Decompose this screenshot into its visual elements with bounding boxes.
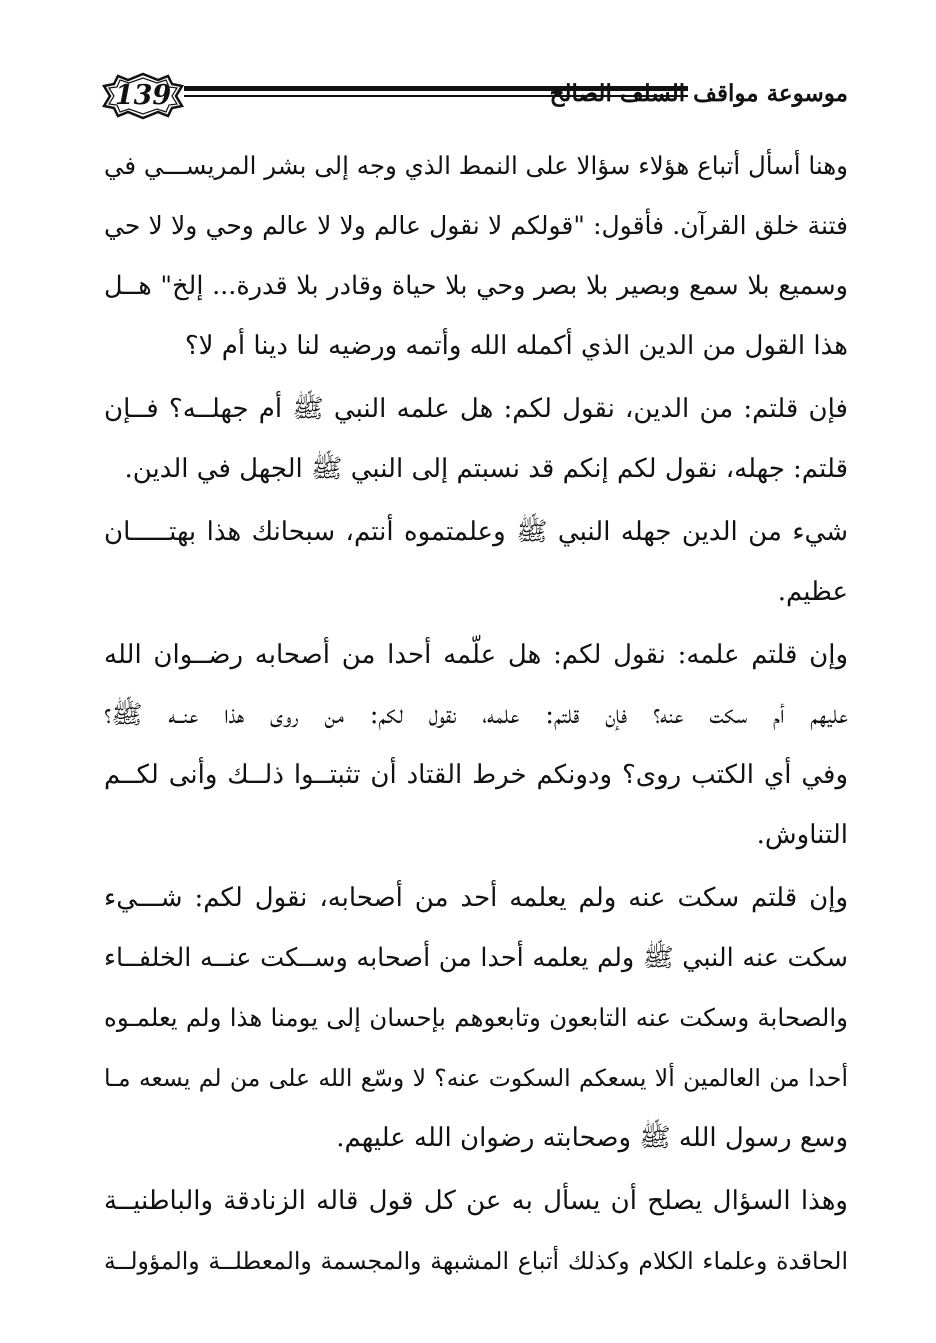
paragraph-5 bbox=[104, 868, 848, 1168]
text-line: وسع رسول الله ﷺ وصحابته رضوان الله عليهم. bbox=[336, 1123, 848, 1153]
text-line: وفي أي الكتب روى؟ ودونكم خرط القتاد أن تثبتــوا ذلــك وأنى لكــم bbox=[104, 760, 848, 790]
text-line: التناوش. bbox=[756, 820, 848, 850]
paragraph-4 bbox=[104, 625, 848, 865]
paragraph-6 bbox=[104, 1171, 848, 1291]
text-line: سكت عنه النبي ﷺ ولم يعلمه أحدا من أصحابه وســكت عنــه الخلفــاء bbox=[104, 943, 848, 973]
text-line: قلتم: جهله، نقول لكم إنكم قد نسبتم إلى النبي ﷺ الجهل في الدين. bbox=[124, 454, 848, 484]
text-line: فإن قلتم: من الدين، نقول لكم: هل علمه النبي ﷺ أم جهلــه؟ فــإن bbox=[104, 394, 848, 424]
text-line: وإن قلتم علمه: نقول لكم: هل علّمه أحدا من أصحابه رضــوان الله bbox=[104, 640, 848, 670]
page-header bbox=[100, 70, 848, 130]
text-line: وهنا أسأل أتباع هؤلاء سؤالا على النمط الذي وجه إلى بشر المريســـي في bbox=[103, 151, 848, 180]
page-number-badge bbox=[100, 72, 186, 120]
page-number: 139 bbox=[114, 80, 172, 111]
paragraph-1 bbox=[104, 136, 848, 376]
text-line: شيء من الدين جهله النبي ﷺ وعلمتموه أنتم، سبحانك هذا بهتـــــان bbox=[104, 517, 848, 547]
text-line: عظيم. bbox=[777, 577, 848, 607]
book-title: موسوعة مواقف السلف الصالح bbox=[549, 80, 848, 107]
paragraph-2 bbox=[104, 379, 848, 499]
text-line: وإن قلتم سكت عنه ولم يعلمه أحد من أصحابه، نقول لكم: شـــيء bbox=[104, 883, 848, 913]
text-line: الحاقدة وعلماء الكلام وكذلك أتباع المشبهة والمجسمة والمعطلــة والمؤولــة bbox=[104, 1247, 848, 1275]
text-line: عليهم أم سكت عنه؟ فإن قلتم: علمه، نقول لكم: من روى هذا عنــه ﷺ؟ bbox=[104, 700, 848, 730]
paragraph-3 bbox=[104, 502, 848, 622]
text-line: والصحابة وسكت عنه التابعون وتابعوهم بإحسان إلى يومنا هذا ولم يعلمـوه bbox=[104, 1003, 848, 1032]
text-line: وهذا السؤال يصلح أن يسأل به عن كل قول قاله الزنادقة والباطنيــة bbox=[104, 1186, 848, 1216]
text-line: فتنة خلق القرآن. فأقول: "قولكم لا نقول عالم ولا لا عالم وحي ولا لا حي bbox=[104, 211, 848, 240]
text-line: وسميع بلا سمع وبصير بلا بصر وحي بلا حياة وقادر بلا قدرة... إلخ" هــل bbox=[104, 271, 848, 301]
page-body bbox=[104, 136, 848, 1294]
text-line: هذا القول من الدين الذي أكمله الله وأتمه ورضيه لنا دينا أم لا؟ bbox=[184, 331, 848, 361]
text-line: أحدا من العالمين ألا يسعكم السكوت عنه؟ لا وسّع الله على من لم يسعه مـا bbox=[104, 1064, 848, 1092]
